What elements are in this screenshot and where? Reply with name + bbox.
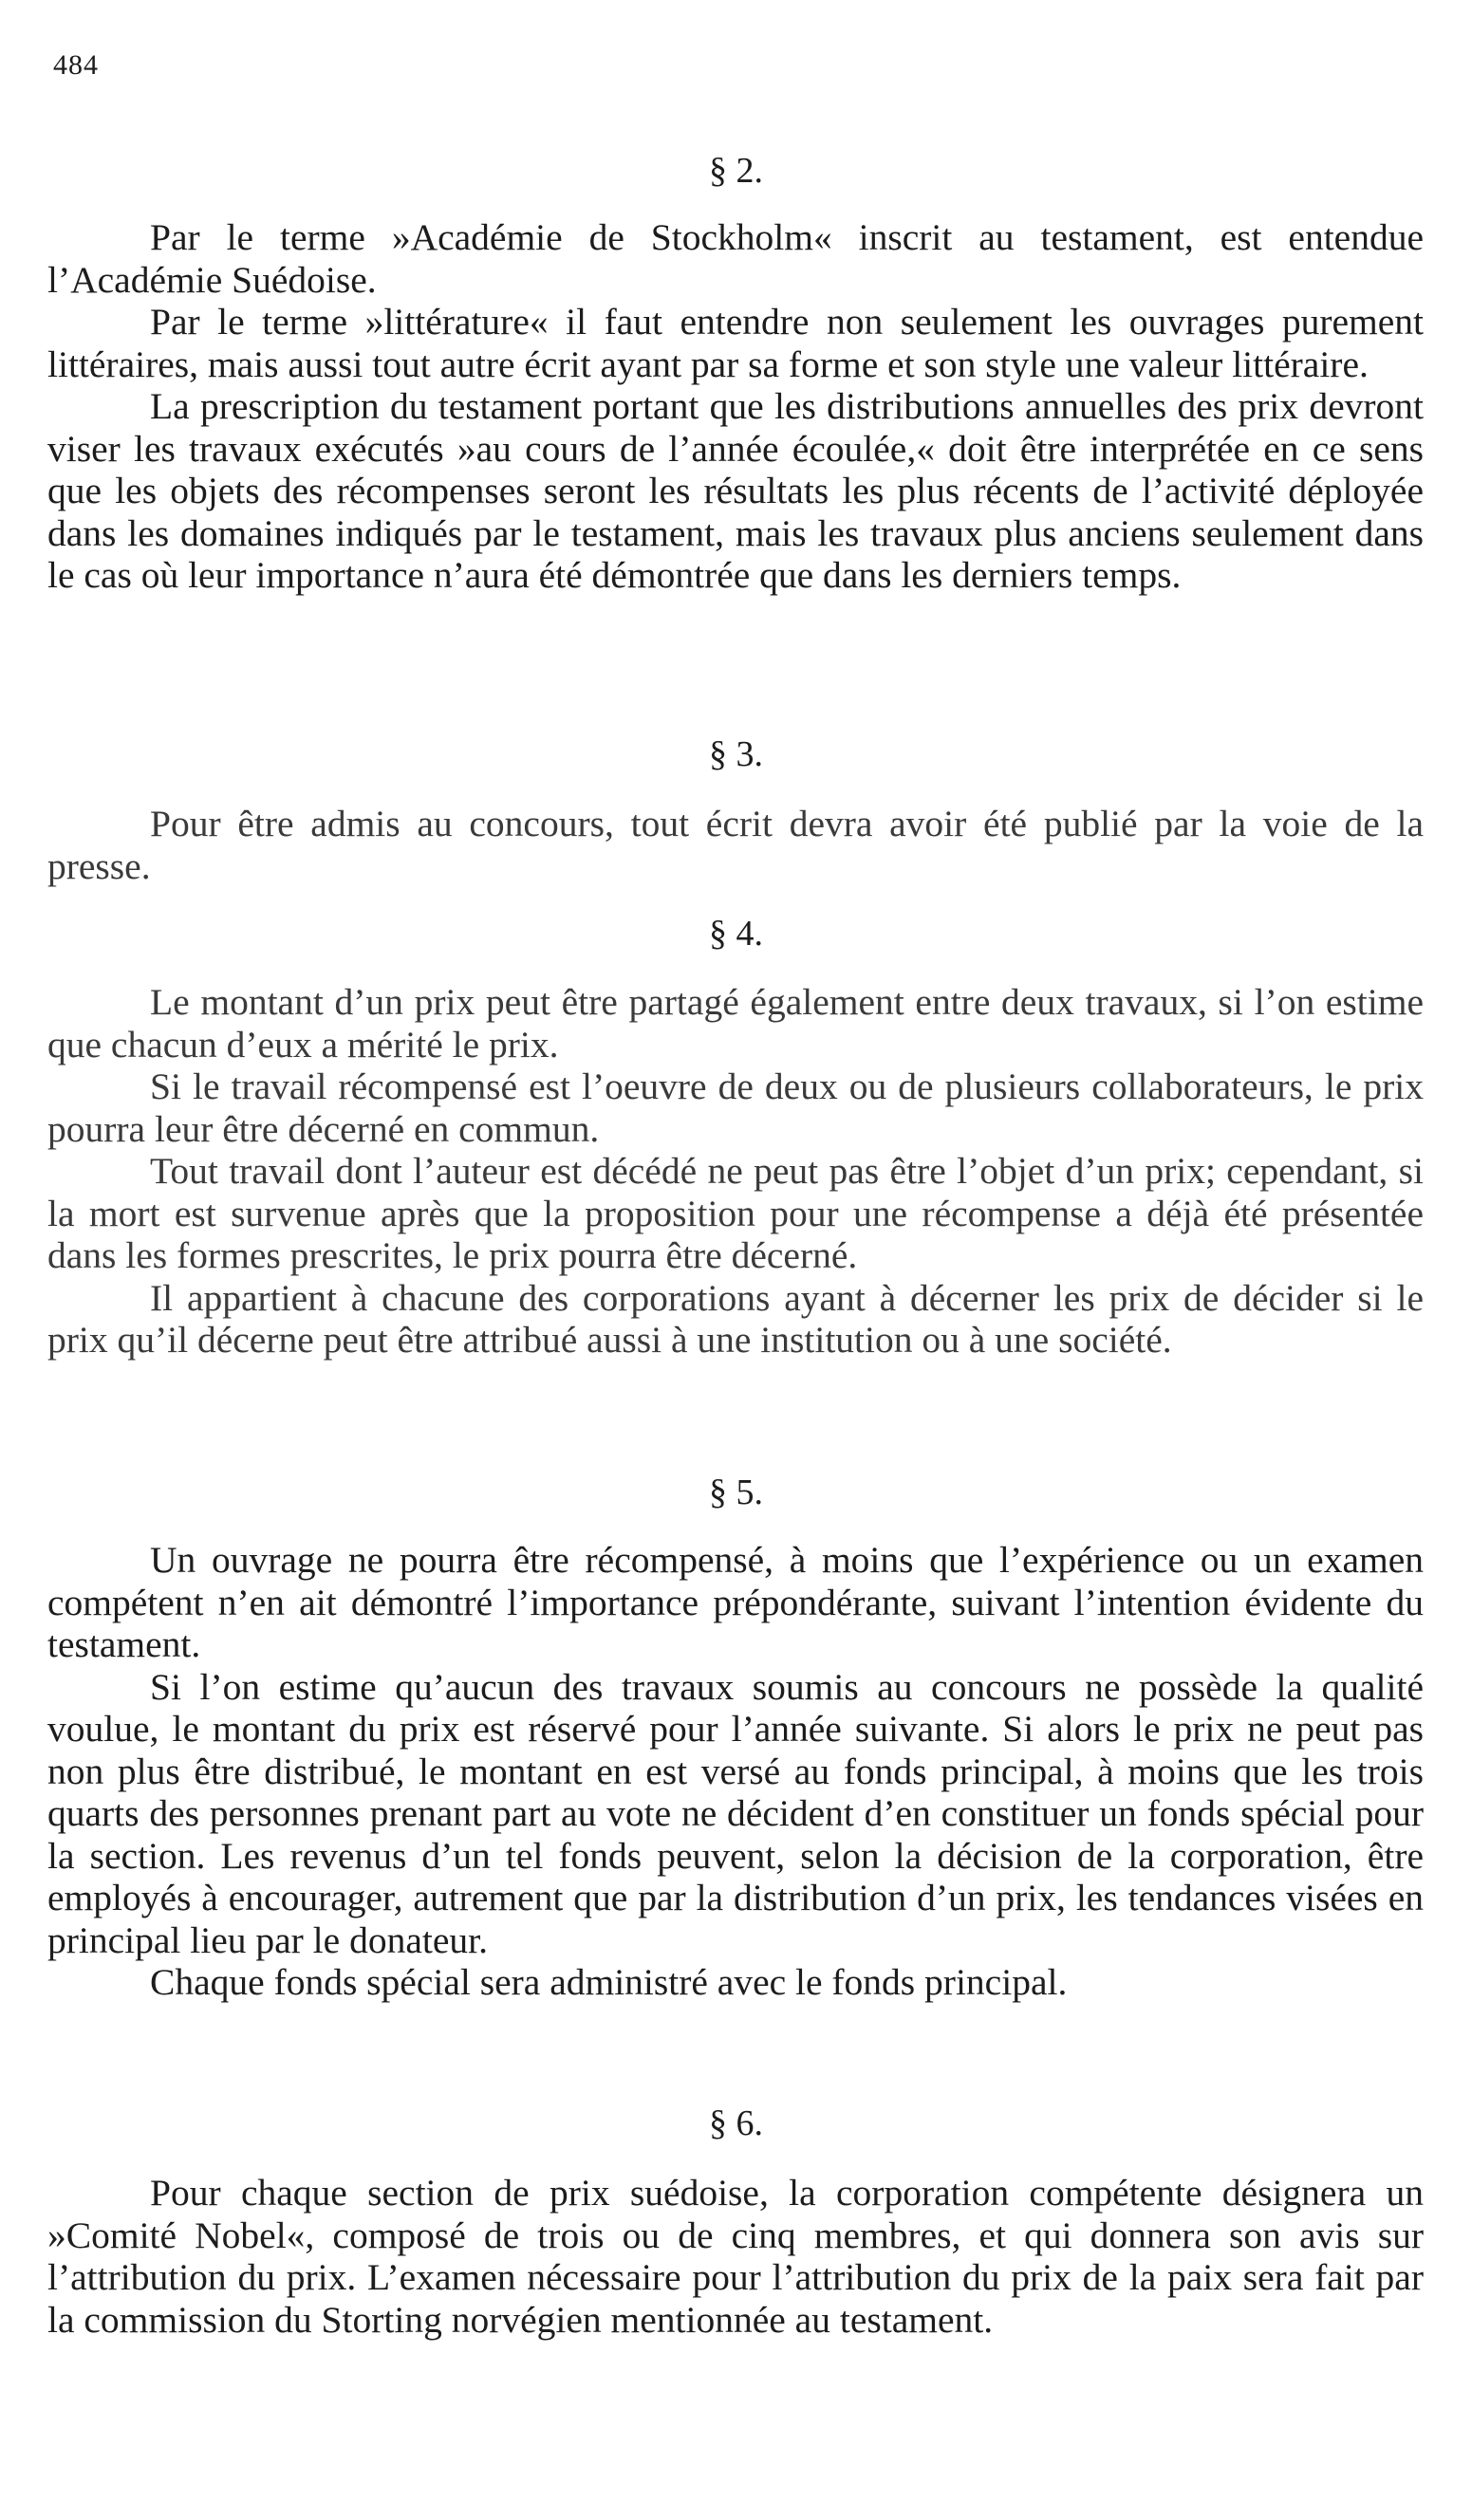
paragraph: Chaque fonds spécial sera administré avec le fonds principal.	[150, 1961, 1068, 2003]
paragraph: Il appartient à chacune des corporations ayant à décerner les prix de décider si le prix qu’il décerne peut être attribué aussi à une institution ou à une société.	[47, 1276, 1424, 1361]
paragraph: Tout travail dont l’auteur est décédé ne peut pas être l’objet d’un prix; cependant, si la mort est survenue après que la proposition pour une récompense a déjà été présentée dans les formes prescrites, le prix pourra être décerné.	[47, 1150, 1424, 1276]
section-heading-6: § 6.	[709, 2103, 763, 2143]
section-heading-4: § 4.	[709, 914, 763, 954]
paragraph: Pour être admis au concours, tout écrit devra avoir été publié par la voie de la presse.	[47, 803, 1424, 887]
paragraph: Le montant d’un prix peut être partagé également entre deux travaux, si l’on estime que chacun d’eux a mérité le prix.	[47, 981, 1424, 1065]
paragraph: Par le terme »littérature« il faut entendre non seulement les ouvrages purement littéraires, mais aussi tout autre écrit ayant par sa forme et son style une valeur littéraire.	[47, 301, 1424, 385]
section-body-2	[47, 216, 1424, 597]
section-body-3	[47, 803, 1424, 887]
section-heading-5: § 5.	[709, 1473, 763, 1512]
section-body-5	[47, 1539, 1424, 2004]
paragraph: Si l’on estime qu’aucun des travaux soumis au concours ne possède la qualité voulue, le montant du prix est réservé pour l’année suivante. Si alors le prix ne peut pas non plus être distribué, le montant en est versé au fonds principal, à moins que les trois quarts des personnes prenant part au vote ne décident d’en constituer un fonds spécial pour la section. Les revenus d’un tel fonds peuvent, selon la décision de la corporation, être employés à encourager, autrement que par la distribution d’un prix, les tendances visées en principal lieu par le donateur.	[47, 1665, 1424, 1961]
paragraph: La prescription du testament portant que les distributions annuelles des prix devront viser les travaux exécutés »au cours de l’année écoulée,« doit être interprétée en ce sens que les objets des récompenses seront les résultats les plus récents de l’activité déployée dans les domaines indiqués par le testament, mais les travaux plus anciens seulement dans le cas où leur importance n’aura été démontrée que dans les derniers temps.	[47, 385, 1424, 596]
paragraph: Si le travail récompensé est l’oeuvre de deux ou de plusieurs collaborateurs, le prix pourra leur être décerné en commun.	[47, 1065, 1424, 1150]
section-body-6	[47, 2172, 1424, 2341]
paragraph: Pour chaque section de prix suédoise, la corporation compétente désignera un »Comité Nobel«, composé de trois ou de cinq membres, et qui donnera son avis sur l’attribution du prix. L’examen nécessaire pour l’attribution du prix de la paix sera fait par la commission du Storting norvégien mentionnée au testament.	[47, 2172, 1424, 2341]
section-heading-2: § 2.	[709, 151, 763, 191]
section-body-4	[47, 981, 1424, 1362]
page-number: 484	[53, 49, 99, 81]
paragraph: Un ouvrage ne pourra être récompensé, à moins que l’expérience ou un examen compétent n’en ait démontré l’importance prépondérante, suivant l’intention évidente du testament.	[47, 1539, 1424, 1665]
section-heading-3: § 3.	[709, 734, 763, 774]
paragraph: Par le terme »Académie de Stockholm« inscrit au testament, est entendue l’Académie Suédoise.	[47, 216, 1424, 301]
